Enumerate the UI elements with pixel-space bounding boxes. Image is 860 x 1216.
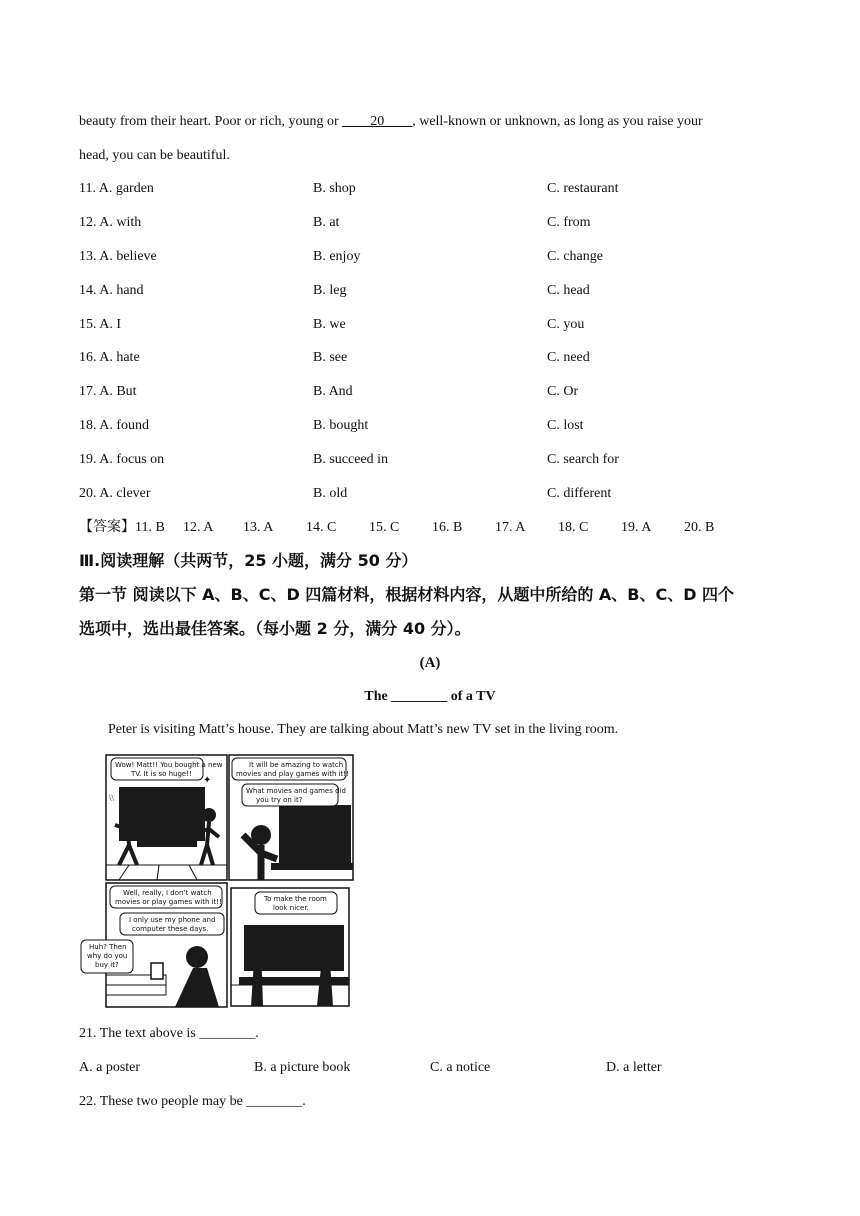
option-a: 16. A. hate <box>79 350 140 365</box>
comic-panel-1 <box>106 758 227 880</box>
svg-text:\\: \\ <box>109 793 115 803</box>
answer-key-label: 【答案】 <box>79 519 135 535</box>
comic-panel-3-text-6: why do you <box>87 952 128 960</box>
option-c: C. you <box>547 317 585 332</box>
option-b: B. at <box>313 215 340 230</box>
option-row-12 <box>79 213 799 233</box>
option-a: 15. A. I <box>79 317 121 332</box>
comic-strip <box>79 753 355 1009</box>
option-row-16 <box>79 348 799 368</box>
section-instruction-2: 选项中，选出最佳答案。（每小题 2 分，满分 40 分）。 <box>79 619 471 638</box>
option-b: B. succeed in <box>313 452 389 467</box>
option-a: 14. A. hand <box>79 283 144 298</box>
comic-panel-2-text-1: It will be amazing to watch <box>249 761 344 769</box>
option-b: B. bought <box>313 418 369 433</box>
blank-20: ____20____ <box>342 114 413 129</box>
option-c: C. need <box>547 350 590 365</box>
option-row-19 <box>79 450 799 470</box>
comic-panel-3-text-4: computer these days. <box>132 925 209 933</box>
option-b: B. enjoy <box>313 249 361 264</box>
comic-panel-2-text-2: movies and play games with it!! <box>236 770 349 778</box>
option-a: 17. A. But <box>79 384 137 399</box>
option-c: C. from <box>547 215 591 230</box>
option-b: B. And <box>313 384 353 399</box>
option-c: C. search for <box>547 452 619 467</box>
comic-panel-3-text-7: buy it? <box>95 961 119 969</box>
comic-panel-2-text-3: What movies and games did <box>246 787 346 795</box>
option-a: 18. A. found <box>79 418 149 433</box>
comic-panel-3-text-5: Huh? Then <box>89 943 127 951</box>
option-a: 13. A. believe <box>79 249 157 264</box>
answer-item: 14. C <box>306 520 337 535</box>
option-c: C. lost <box>547 418 584 433</box>
option-b: B. a picture book <box>254 1060 351 1075</box>
passage-line-1 <box>79 112 703 132</box>
comic-panel-2 <box>232 758 353 880</box>
answer-item: 12. A <box>183 520 214 535</box>
question-21-stem: 21. The text above is ________. <box>79 1026 259 1041</box>
comic-panel-4-text-2: look nicer. <box>273 904 309 912</box>
section-instruction-1: 第一节 阅读以下 A、B、C、D 四篇材料，根据材料内容，从题中所给的 A、B、C、D 四个 <box>79 585 735 604</box>
reading-intro: Peter is visiting Matt’s house. They are talking about Matt’s new TV set in the living room. <box>108 722 619 737</box>
option-row-14 <box>79 281 799 301</box>
option-row-17 <box>79 382 799 402</box>
comic-panel-3-text-2: movies or play games with it!! <box>115 898 222 906</box>
passage-line-2: head, you can be beautiful. <box>79 148 230 163</box>
comic-panel-4-text-1: To make the room <box>264 895 327 903</box>
answer-item: 20. B <box>684 520 715 535</box>
option-row-11 <box>79 179 799 199</box>
comic-panel-1-text-2: TV. It is so huge!! <box>131 770 192 778</box>
answer-key <box>79 517 714 538</box>
comic-panel-2-text-4: you try on it? <box>256 796 303 804</box>
comic-panel-3-text-3: I only use my phone and <box>129 916 216 924</box>
option-a: 20. A. clever <box>79 486 151 501</box>
question-21-options <box>79 1058 799 1078</box>
option-a: A. a poster <box>79 1060 141 1075</box>
answer-item: 19. A <box>621 520 652 535</box>
answer-item: 16. B <box>432 520 463 535</box>
option-row-15 <box>79 315 799 335</box>
option-b: B. we <box>313 317 346 332</box>
passage-text-before-blank: beauty from their heart. Poor or rich, young or <box>79 114 343 129</box>
option-c: C. different <box>547 486 612 501</box>
answer-item: 17. A <box>495 520 526 535</box>
section-heading: Ⅲ.阅读理解（共两节，25 小题，满分 50 分） <box>79 551 418 570</box>
option-c: C. Or <box>547 384 579 399</box>
comic-panel-3 <box>81 886 224 1007</box>
reading-title: The ________ of a TV <box>364 689 496 704</box>
option-a: 12. A. with <box>79 215 142 230</box>
answer-item: 15. C <box>369 520 400 535</box>
answer-item: 11. B <box>135 520 165 535</box>
option-row-13 <box>79 247 799 267</box>
reading-label: (A) <box>419 655 441 671</box>
option-b: B. leg <box>313 283 347 298</box>
comic-panel-4 <box>231 892 349 1006</box>
option-row-20 <box>79 484 799 504</box>
comic-panel-3-text-1: Well, really, I don’t watch <box>123 889 212 897</box>
passage-text-after-blank: , well-known or unknown, as long as you raise your <box>412 114 703 129</box>
answer-item: 13. A <box>243 520 274 535</box>
option-d: D. a letter <box>606 1060 662 1075</box>
option-row-18 <box>79 416 799 436</box>
option-b: B. old <box>313 486 348 501</box>
option-c: C. a notice <box>430 1060 491 1075</box>
question-22-stem: 22. These two people may be ________. <box>79 1094 306 1109</box>
option-c: C. restaurant <box>547 181 619 196</box>
option-b: B. shop <box>313 181 356 196</box>
option-b: B. see <box>313 350 348 365</box>
option-c: C. head <box>547 283 590 298</box>
answer-item: 18. C <box>558 520 589 535</box>
option-a: 19. A. focus on <box>79 452 165 467</box>
option-a: 11. A. garden <box>79 181 154 196</box>
option-c: C. change <box>547 249 603 264</box>
comic-panel-1-text-1: Wow! Matt!! You bought a new <box>115 761 223 769</box>
svg-text:✦: ✦ <box>203 775 212 786</box>
